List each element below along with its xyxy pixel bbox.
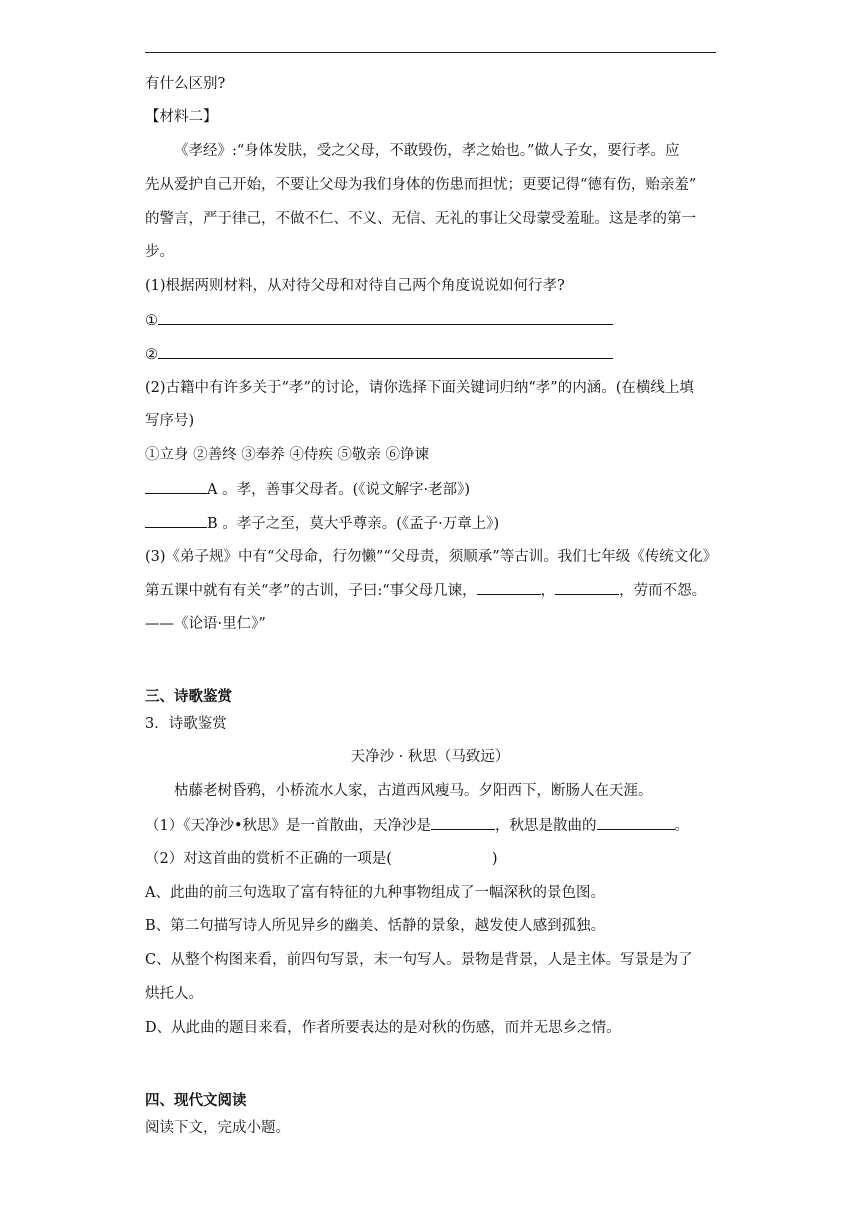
- header-rule: [145, 52, 716, 53]
- keyword-options: ①立身 ②善终 ③奉养 ④侍疾 ⑤敬亲 ⑥诤谏: [145, 447, 430, 463]
- question-2-text: (2)古籍中有许多关于“孝”的讨论，请你选择下面关键词归纳“孝”的内涵。(在横线上填: [145, 380, 694, 396]
- answer-line-1: [145, 310, 613, 331]
- subquestion-part: （2）对这首曲的赏析不正确的一项是(: [145, 851, 392, 867]
- choice-a: A、此曲的前三句选取了富有特征的九种事物组成了一幅深秋的景色图。: [145, 885, 605, 901]
- material2-paragraph-line: 步。: [145, 244, 174, 260]
- subquestion-part: ，秋思是散曲的: [495, 818, 597, 834]
- question-3-part: 第五课中就有有关“孝”的古训，子曰:“事父母几谏，: [145, 583, 477, 599]
- fill-blank[interactable]: [597, 815, 675, 830]
- question-3-source: ——《论语·里仁》”: [145, 616, 266, 632]
- fill-blank[interactable]: [145, 479, 207, 494]
- material2-paragraph-line: 的警言，严于律己，不做不仁、不义、无信、无礼的事让父母蒙受羞耻。这是孝的第一: [145, 211, 696, 227]
- question-3-text: [145, 580, 706, 601]
- subquestion-part: ): [491, 851, 498, 867]
- subquestion-part: 。: [674, 818, 690, 834]
- fill-line-text: A 。孝，善事父母者。(《说文解字·老部》): [207, 482, 471, 498]
- subquestion-2: [145, 849, 498, 869]
- question-3-part: ，劳而不怨。: [619, 583, 707, 599]
- answer-marker: ①: [145, 313, 158, 329]
- question-2-text: 写序号): [145, 413, 195, 429]
- subquestion-1: [145, 815, 689, 836]
- question-3-text: (3)《弟子规》中有“父母命，行勿懒”“父母责，须顺承”等古训。我们七年级《传统文化》: [145, 549, 718, 565]
- reading-instruction: 阅读下文，完成小题。: [145, 1120, 290, 1136]
- fill-blank[interactable]: [145, 513, 207, 528]
- continuation-text: 有什么区别?: [145, 76, 226, 92]
- material2-paragraph-line: 先从爱护自己开始，不要让父母为我们身体的伤患而担忧；更要记得“德有伤，贻亲羞”: [145, 177, 697, 193]
- choice-c-continued: 烘托人。: [145, 986, 203, 1002]
- subquestion-part: （1）《天净沙•秋思》是一首散曲，天净沙是: [145, 818, 432, 834]
- question-1-text: (1)根据两则材料，从对待父母和对待自己两个角度说说如何行孝?: [145, 278, 565, 294]
- poem-body: 枯藤老树昏鸦，小桥流水人家，古道西风瘦马。夕阳西下，断肠人在天涯。: [174, 783, 653, 799]
- answer-blank[interactable]: [158, 310, 613, 325]
- fill-blank[interactable]: [477, 580, 541, 595]
- material2-paragraph-line: 《孝经》:“身体发肤，受之父母，不敢毁伤，孝之始也。”做人子女，要行孝。应: [174, 143, 680, 159]
- fill-line-b: [145, 513, 499, 534]
- fill-line-text: B 。孝子之至，莫大乎尊亲。(《孟子·万章上》): [207, 516, 500, 532]
- section-heading: 三、诗歌鉴赏: [145, 688, 232, 705]
- material2-heading: 【材料二】: [145, 109, 218, 125]
- choice-d: D、从此曲的题目来看，作者所要表达的是对秋的伤感，而并无思乡之情。: [145, 1020, 621, 1036]
- choice-c: C、从整个构图来看，前四句写景，末一句写人。景物是背景，人是主体。写景是为了: [145, 952, 693, 968]
- answer-blank[interactable]: [158, 344, 613, 359]
- fill-blank[interactable]: [555, 580, 619, 595]
- poem-title: 天净沙 · 秋思（马致远）: [350, 749, 510, 765]
- question-number: 3．诗歌鉴赏: [145, 716, 227, 732]
- answer-marker: ②: [145, 347, 158, 363]
- answer-line-2: [145, 344, 613, 365]
- choice-b: B、第二句描写诗人所见异乡的幽美、恬静的景象，越发使人感到孤独。: [145, 918, 606, 934]
- fill-line-a: [145, 479, 470, 500]
- fill-blank[interactable]: [431, 815, 495, 830]
- question-3-part: ，: [540, 583, 556, 599]
- section-heading: 四、现代文阅读: [145, 1092, 247, 1109]
